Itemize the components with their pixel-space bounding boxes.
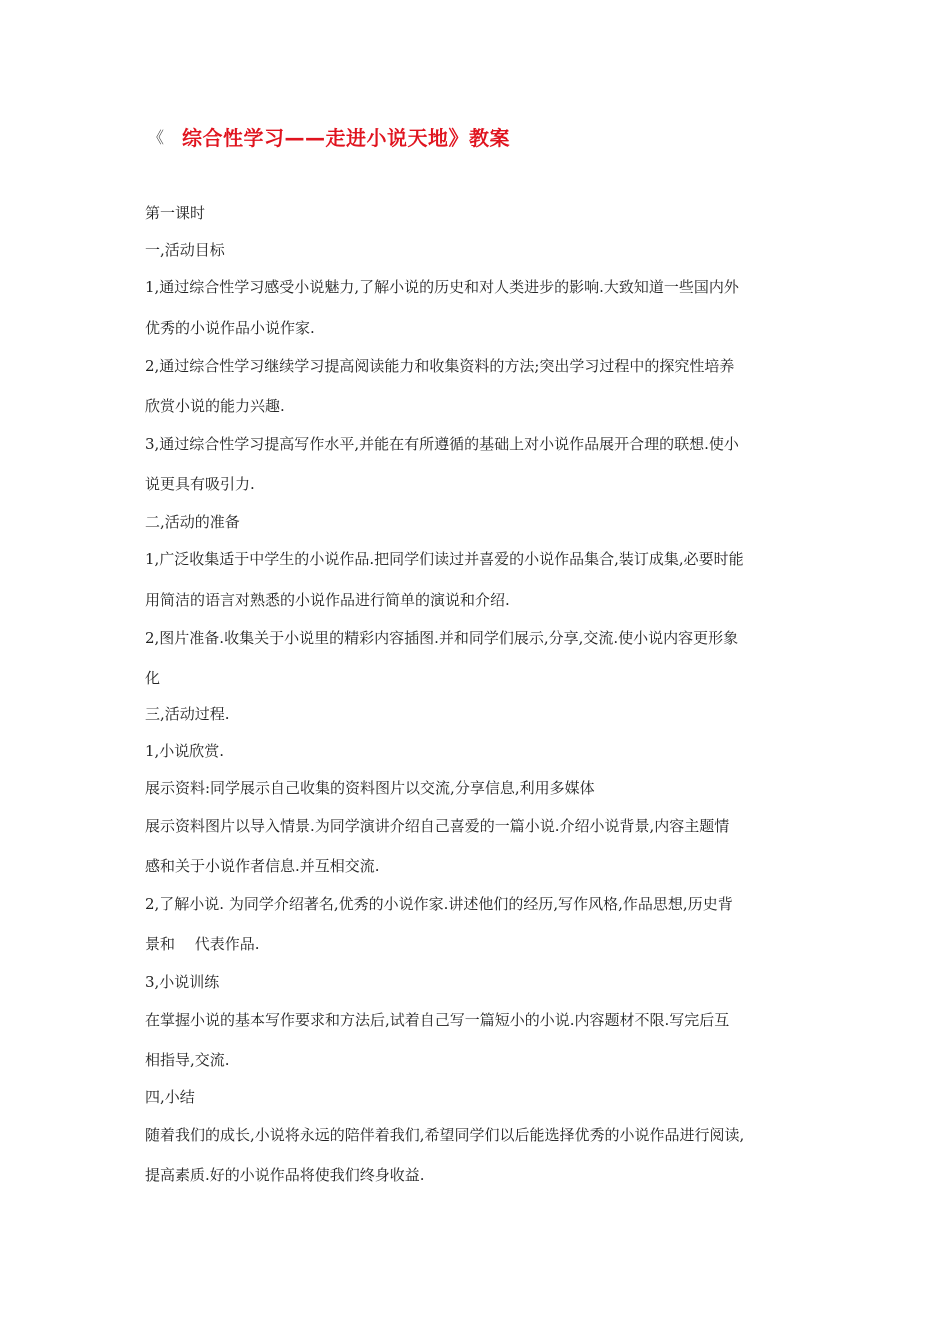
section-heading-process: 三,活动过程.: [145, 705, 230, 723]
section-heading-goals: 一,活动目标: [145, 241, 225, 259]
title-text: 综合性学习——走进小说天地》教案: [182, 126, 510, 150]
paragraph-line: 1,通过综合性学习感受小说魅力,了解小说的历史和对人类进步的影响.大致知道一些国内外: [145, 278, 739, 296]
paragraph-line: 优秀的小说作品小说作家.: [145, 319, 315, 337]
paragraph-line: 2,通过综合性学习继续学习提高阅读能力和收集资料的方法;突出学习过程中的探究性培养: [145, 357, 735, 375]
paragraph-line: 展示资料:同学展示自己收集的资料图片以交流,分享信息,利用多媒体: [145, 779, 595, 797]
subsection-heading: 1,小说欣赏.: [145, 742, 225, 760]
paragraph-line: 1,广泛收集适于中学生的小说作品.把同学们读过并喜爱的小说作品集合,装订成集,必要时能: [145, 550, 744, 568]
paragraph-line: 说更具有吸引力.: [145, 475, 255, 493]
paragraph-line: 在掌握小说的基本写作要求和方法后,试着自己写一篇短小的小说.内容题材不限.写完后互: [145, 1011, 730, 1029]
subsection-heading: 3,小说训练: [145, 973, 220, 991]
section-heading-summary: 四,小结: [145, 1088, 195, 1106]
paragraph-line: 提高素质.好的小说作品将使我们终身收益.: [145, 1166, 425, 1184]
title-open-bracket: 《: [148, 128, 165, 147]
paragraph-line: 2,了解小说. 为同学介绍著名,优秀的小说作家.讲述他们的经历,写作风格,作品思想,历史背: [145, 895, 733, 913]
paragraph-line: 感和关于小说作者信息.并互相交流.: [145, 857, 380, 875]
document-title: [148, 122, 510, 152]
paragraph-line: 化: [145, 669, 161, 687]
paragraph-line: 相指导,交流.: [145, 1051, 230, 1069]
paragraph-line: 2,图片准备.收集关于小说里的精彩内容插图.并和同学们展示,分享,交流.使小说内容更形象: [145, 629, 739, 647]
paragraph-line: 3,通过综合性学习提高写作水平,并能在有所遵循的基础上对小说作品展开合理的联想.使小: [145, 435, 739, 453]
lesson-heading: 第一课时: [145, 204, 206, 222]
paragraph-line: 展示资料图片以导入情景.为同学演讲介绍自己喜爱的一篇小说.介绍小说背景,内容主题情: [145, 817, 730, 835]
paragraph-line: 景和 代表作品.: [145, 935, 260, 953]
section-heading-preparation: 二,活动的准备: [145, 513, 240, 531]
paragraph-line: 用简洁的语言对熟悉的小说作品进行简单的演说和介绍.: [145, 591, 510, 609]
paragraph-line: 欣赏小说的能力兴趣.: [145, 397, 285, 415]
paragraph-line: 随着我们的成长,小说将永远的陪伴着我们,希望同学们以后能选择优秀的小说作品进行阅读,: [145, 1126, 745, 1144]
